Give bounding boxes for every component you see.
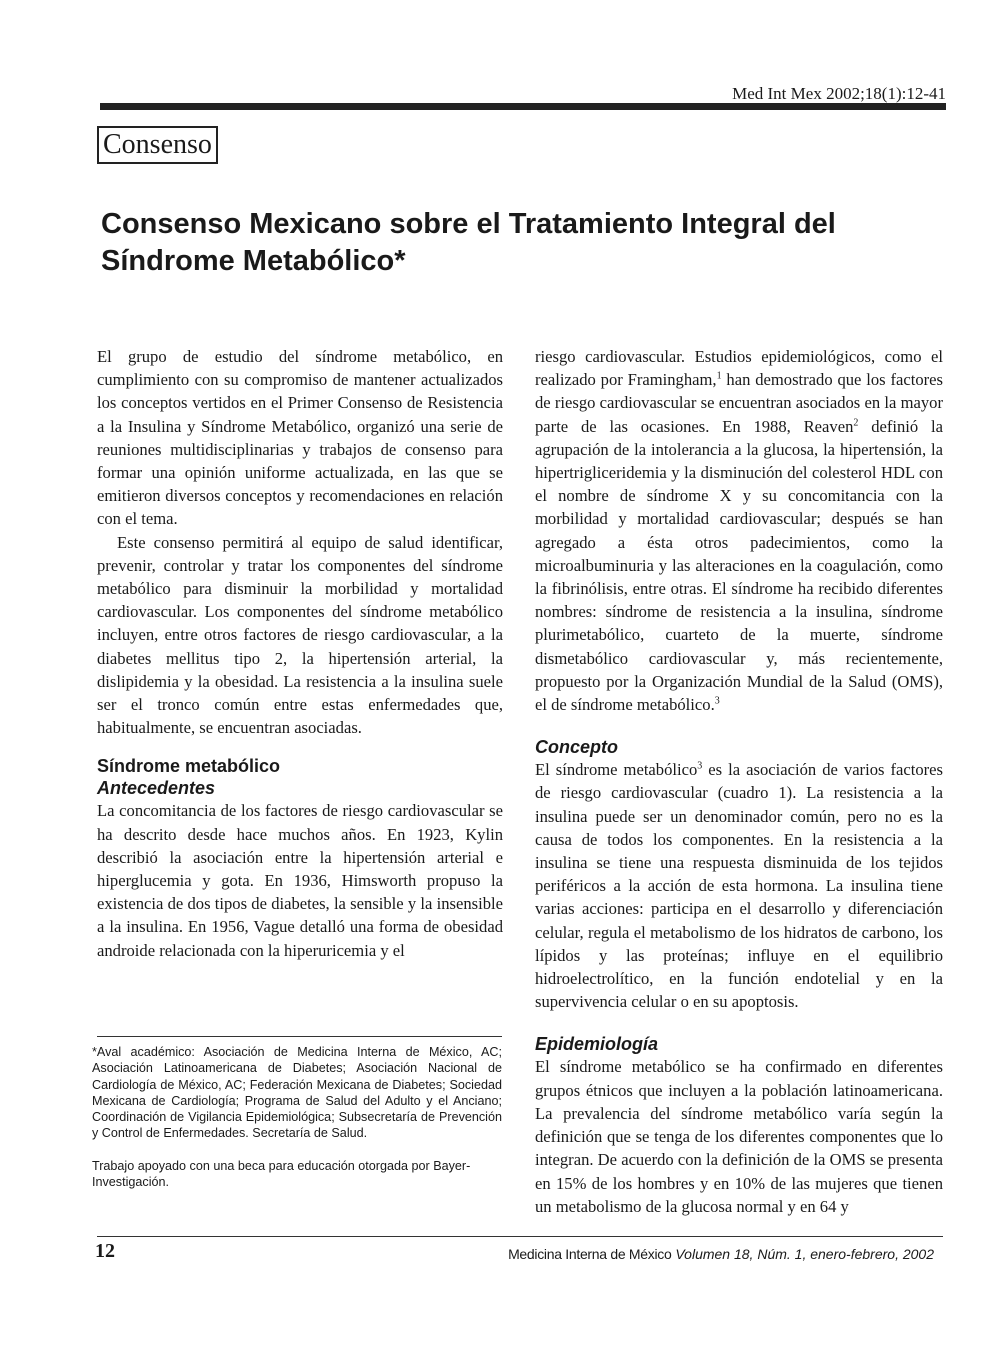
reference-marker: 2 — [853, 417, 859, 429]
reference-marker: 1 — [716, 370, 722, 382]
journal-issue: Volumen 18, Núm. 1, enero-febrero, 2002 — [671, 1246, 934, 1262]
footnote — [92, 1044, 502, 1190]
article-title: Consenso Mexicano sobre el Tratamiento Integral del Síndrome Metabólico* — [101, 208, 836, 277]
journal-footer — [508, 1246, 934, 1264]
section-heading: Síndrome metabólico — [97, 756, 281, 777]
footnote-aval: *Aval académico: Asociación de Medicina Interna de México, AC; Asociación Latinoamericana de Diabetes; Asociación Nacional de Cardiología de México, AC; Federación Mexicana de Diabetes; Sociedad Mexicana de Cardiología; Programa de Salud del Adulto y el Anciano; Coordinación de Vigilancia Epidemiológica; Subsecretaría de Prevención y Control de Enfermedades. Secretaría de Salud. — [92, 1045, 502, 1141]
journal-citation: Med Int Mex 2002;18(1):12-41 — [732, 84, 946, 103]
left-column — [97, 345, 503, 962]
intro-paragraph: El grupo de estudio del síndrome metabólico, en cumplimiento con su compromiso de mantener actualizados los conceptos vertidos en el Primer Consenso de Resistencia a la Insulina y Síndrome Metabólico, organizó una serie de reuniones multidisciplinarias y trabajos de consenso para formar una opinión uniforme actualizada, en las que se emitieron diversos conceptos y recomendaciones en relación con el tema. — [97, 347, 503, 529]
footnote-rule — [97, 1036, 502, 1037]
body-paragraph: La concomitancia de los factores de riesgo cardiovascular se ha descrito desde hace muchos años. En 1923, Kylin describió la asociación entre la hipertensión arterial e hiperglucemia y gota. En 1936, Himsworth propuso la existencia de dos tipos de diabetes, la sensible y la insensible a la insulina. En 1956, Vague detalló una forma de obesidad androide relacionada con la hiperuricemia y el — [97, 801, 503, 960]
section-tag: Consenso — [97, 126, 218, 164]
intro-paragraph-2: Este consenso permitirá al equipo de salud identificar, prevenir, controlar y tratar los componentes del síndrome metabólico para disminuir la morbilidad y mortalidad cardiovascular. Los componentes del síndrome metabólico incluyen, entre otros factores de riesgo cardiovascular, a la diabetes mellitus tipo 2, la hipertensión arterial, la dislipidemia y la obesidad. La resistencia a la insulina suele ser el tronco común entre estas enfermedades que, habitualmente, se encuentran asociadas. — [97, 532, 503, 738]
reference-marker: 3 — [697, 760, 703, 772]
body-paragraph: El síndrome metabólico$^3$ es la asociación de varios factores de riesgo cardiovascular (cuadro 1). La resistencia a la insulina puede ser un denominador común, pero no es la causa de todos los componentes. En la resistencia a la insulina se tiene una respuesta disminuida de los tejidos periféricos a la acción de esta hormona. La insulina tiene varias acciones: participa en el desarrollo y diferenciación celular, regula el metabolismo de los hidratos de carbono, los lípidos y las proteínas; influye en el equilibrio hidroelectrolítico, en la función endotelial y en la supervivencia celular o en su apoptosis. — [535, 760, 943, 1012]
subsection-heading: Antecedentes — [97, 778, 216, 799]
journal-name: Medicina Interna de México — [508, 1246, 672, 1262]
footnote-support: Trabajo apoyado con una beca para educación otorgada por Bayer-Investigación. — [92, 1158, 471, 1190]
reference-marker: 3 — [714, 695, 720, 707]
body-paragraph: riesgo cardiovascular. Estudios epidemiológicos, como el realizado por Framingham,$^1$ han demostrado que los factores de riesgo cardiovascular se encuentran asociados en la mayor parte de las ocasiones. En 1988, Reaven$^2$ definió la agrupación de la intolerancia a la glucosa, la hipertensión, la hipertrigliceridemia y la disminución del colesterol HDL con el nombre de síndrome X y su concomitancia con la morbilidad y mortalidad cardiovascular; después se han agregado a ésta otros padecimientos, como la microalbuminuria y las alteraciones en la coagulación, como la fibrinólisis, entre otras. El síndrome ha recibido diferentes nombres: síndrome de resistencia a la insulina, síndrome plurimetabólico, cuarteto de la muerte, síndrome dismetabólico cardiovascular y, más recientemente, propuesto por la Organización Mundial de la Salud (OMS), el de síndrome metabólico.$^3$ — [535, 347, 943, 715]
footer-rule — [97, 1236, 943, 1237]
page-number: 12 — [95, 1240, 115, 1262]
subsection-heading: Epidemiología — [535, 1034, 659, 1055]
right-column — [535, 345, 943, 1218]
header-rule — [100, 103, 946, 110]
subsection-heading: Concepto — [535, 737, 618, 758]
body-paragraph: El síndrome metabólico se ha confirmado en diferentes grupos étnicos que incluyen a la población latinoamericana. La prevalencia del síndrome metabólico varía según la definición que se tenga de los diferentes componentes que lo integran. De acuerdo con la definición de la OMS se presenta en 15% de los hombres y en 10% de las mujeres que tienen un metabolismo de la glucosa normal y en 64 y — [535, 1057, 943, 1216]
